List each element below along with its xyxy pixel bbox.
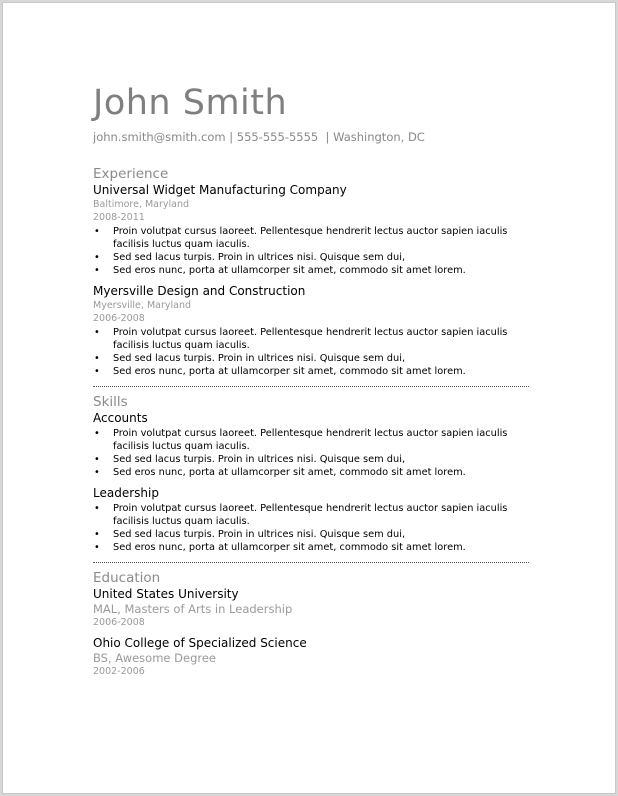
bullet-icon: • (94, 467, 100, 478)
school-name: United States University (93, 587, 239, 601)
list-item-text: Proin volutpat cursus laoreet. Pellentesque hendrerit lectus auctor sapien iaculis facilisis luctus quam iaculis. (113, 226, 508, 250)
company-name: Myersville Design and Construction (93, 284, 306, 298)
contact-email: john.smith@smith.com (93, 130, 226, 144)
list-item-text: Sed sed lacus turpis. Proin in ultrices nisi. Quisque sem dui, (113, 454, 406, 465)
list-item-text: Sed eros nunc, porta at ullamcorper sit amet, commodo sit amet lorem. (113, 366, 466, 377)
list-item-text: Sed sed lacus turpis. Proin in ultrices nisi. Quisque sem dui, (113, 252, 406, 263)
bullet-icon: • (94, 252, 100, 263)
bullet-icon: • (94, 542, 100, 553)
degree-name: MAL, Masters of Arts in Leadership (93, 602, 293, 616)
section-divider (93, 562, 529, 563)
list-item (93, 251, 529, 264)
bullet-icon: • (94, 353, 100, 364)
bullet-icon: • (94, 265, 100, 276)
list-item (93, 502, 529, 528)
bullet-list (93, 225, 529, 277)
list-item (93, 528, 529, 541)
section-title-skills: Skills (93, 394, 128, 410)
list-item (93, 453, 529, 466)
employment-dates: 2008-2011 (93, 212, 145, 223)
list-item (93, 225, 529, 251)
list-item-text: Proin volutpat cursus laoreet. Pellentesque hendrerit lectus auctor sapien iaculis facilisis luctus quam iaculis. (113, 428, 508, 452)
education-entry (93, 636, 529, 678)
resume-name: John Smith (93, 83, 288, 123)
contact-location: Washington, DC (333, 130, 425, 144)
list-item-text: Sed sed lacus turpis. Proin in ultrices nisi. Quisque sem dui, (113, 353, 406, 364)
section-divider (93, 386, 529, 387)
bullet-list (93, 502, 529, 554)
list-item (93, 365, 529, 378)
company-location: Baltimore, Maryland (93, 199, 190, 210)
skill-entry (93, 411, 529, 479)
education-dates: 2002-2006 (93, 666, 145, 677)
list-item-text: Sed eros nunc, porta at ullamcorper sit amet, commodo sit amet lorem. (113, 467, 466, 478)
list-item (93, 541, 529, 554)
education-entry (93, 587, 529, 629)
education-dates: 2006-2008 (93, 617, 145, 628)
bullet-list (93, 326, 529, 378)
degree-name: BS, Awesome Degree (93, 651, 216, 665)
school-name: Ohio College of Specialized Science (93, 636, 307, 650)
list-item (93, 264, 529, 277)
list-item-text: Sed sed lacus turpis. Proin in ultrices nisi. Quisque sem dui, (113, 529, 406, 540)
list-item (93, 326, 529, 352)
bullet-icon: • (94, 226, 100, 237)
list-item-text: Sed eros nunc, porta at ullamcorper sit amet, commodo sit amet lorem. (113, 542, 466, 553)
resume-content (93, 81, 529, 678)
list-item-text: Sed eros nunc, porta at ullamcorper sit amet, commodo sit amet lorem. (113, 265, 466, 276)
skills-section (93, 393, 529, 554)
list-item-text: Proin volutpat cursus laoreet. Pellentesque hendrerit lectus auctor sapien iaculis facilisis luctus quam iaculis. (113, 503, 508, 527)
contact-separator: | (318, 130, 334, 144)
employment-dates: 2006-2008 (93, 313, 145, 324)
list-item (93, 352, 529, 365)
section-title-experience: Experience (93, 166, 169, 182)
resume-page (2, 2, 616, 794)
skill-entry (93, 486, 529, 554)
bullet-icon: • (94, 454, 100, 465)
experience-entry (93, 284, 529, 378)
bullet-icon: • (94, 529, 100, 540)
company-location: Myersville, Maryland (93, 300, 192, 311)
list-item-text: Proin volutpat cursus laoreet. Pellentesque hendrerit lectus auctor sapien iaculis facilisis luctus quam iaculis. (113, 327, 508, 351)
contact-phone: 555-555-5555 (236, 130, 319, 144)
bullet-list (93, 427, 529, 479)
bullet-icon: • (94, 503, 100, 514)
bullet-icon: • (94, 327, 100, 338)
skill-name: Accounts (93, 411, 148, 425)
list-item (93, 466, 529, 479)
skill-name: Leadership (93, 486, 159, 500)
experience-entry (93, 183, 529, 277)
list-item (93, 427, 529, 453)
education-section (93, 569, 529, 678)
bullet-icon: • (94, 366, 100, 377)
contact-separator: | (225, 130, 237, 144)
contact-line (93, 129, 529, 145)
experience-section (93, 165, 529, 378)
section-title-education: Education (93, 570, 161, 586)
bullet-icon: • (94, 428, 100, 439)
company-name: Universal Widget Manufacturing Company (93, 183, 347, 197)
